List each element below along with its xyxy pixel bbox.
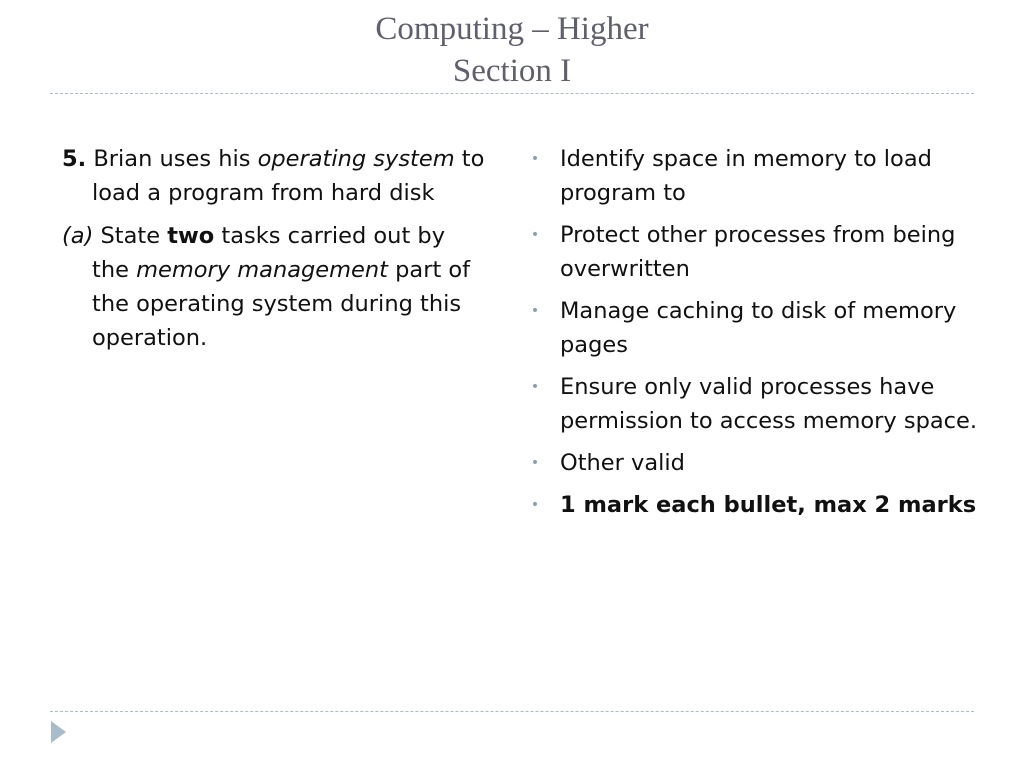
question-column [62,142,487,364]
bullet-icon: • [530,455,540,471]
answer-text: Protect other processes from being overwritten [560,222,956,282]
part-label: (a) [62,223,94,249]
bullet-icon: • [530,151,540,167]
part-text-1: State [93,223,168,249]
bottom-divider [50,711,974,712]
answer-item [528,142,978,210]
part-text-2: tasks carried out by the [92,223,446,283]
slide-title-line-2: Section I [452,53,572,89]
question-intro-text-1: Brian uses his [86,146,258,172]
answer-item [528,446,978,480]
answer-item [528,218,978,286]
answer-text: Identify space in memory to load program to [560,146,932,206]
question-part-a [62,219,487,355]
bullet-icon: • [530,379,540,395]
answer-text: Ensure only valid processes have permission to access memory space. [560,374,978,434]
part-text-3: part of the operating system during this operation. [92,257,471,351]
question-intro-text-2: to load a program from hard disk [92,146,485,206]
answer-text: Other valid [560,450,685,476]
answer-column [528,142,978,530]
question-intro [62,142,487,210]
bullet-icon: • [530,227,540,243]
answer-text: Manage caching to disk of memory pages [560,298,957,358]
marks-note [528,488,978,522]
slide-title-line-1: Computing – Higher [375,11,649,47]
question-intro-italic: operating system [257,146,455,172]
bullet-icon: • [530,497,540,513]
top-divider [50,93,974,94]
slide-title [0,8,1024,92]
answer-item [528,370,978,438]
part-bold-word: two [167,223,215,249]
play-triangle-icon[interactable] [51,721,66,743]
part-italic: memory management [136,257,388,283]
answer-item [528,294,978,362]
question-number: 5. [62,146,87,172]
answer-list [528,142,978,522]
bullet-icon: • [530,303,540,319]
marks-text: 1 mark each bullet, max 2 marks [560,492,977,518]
